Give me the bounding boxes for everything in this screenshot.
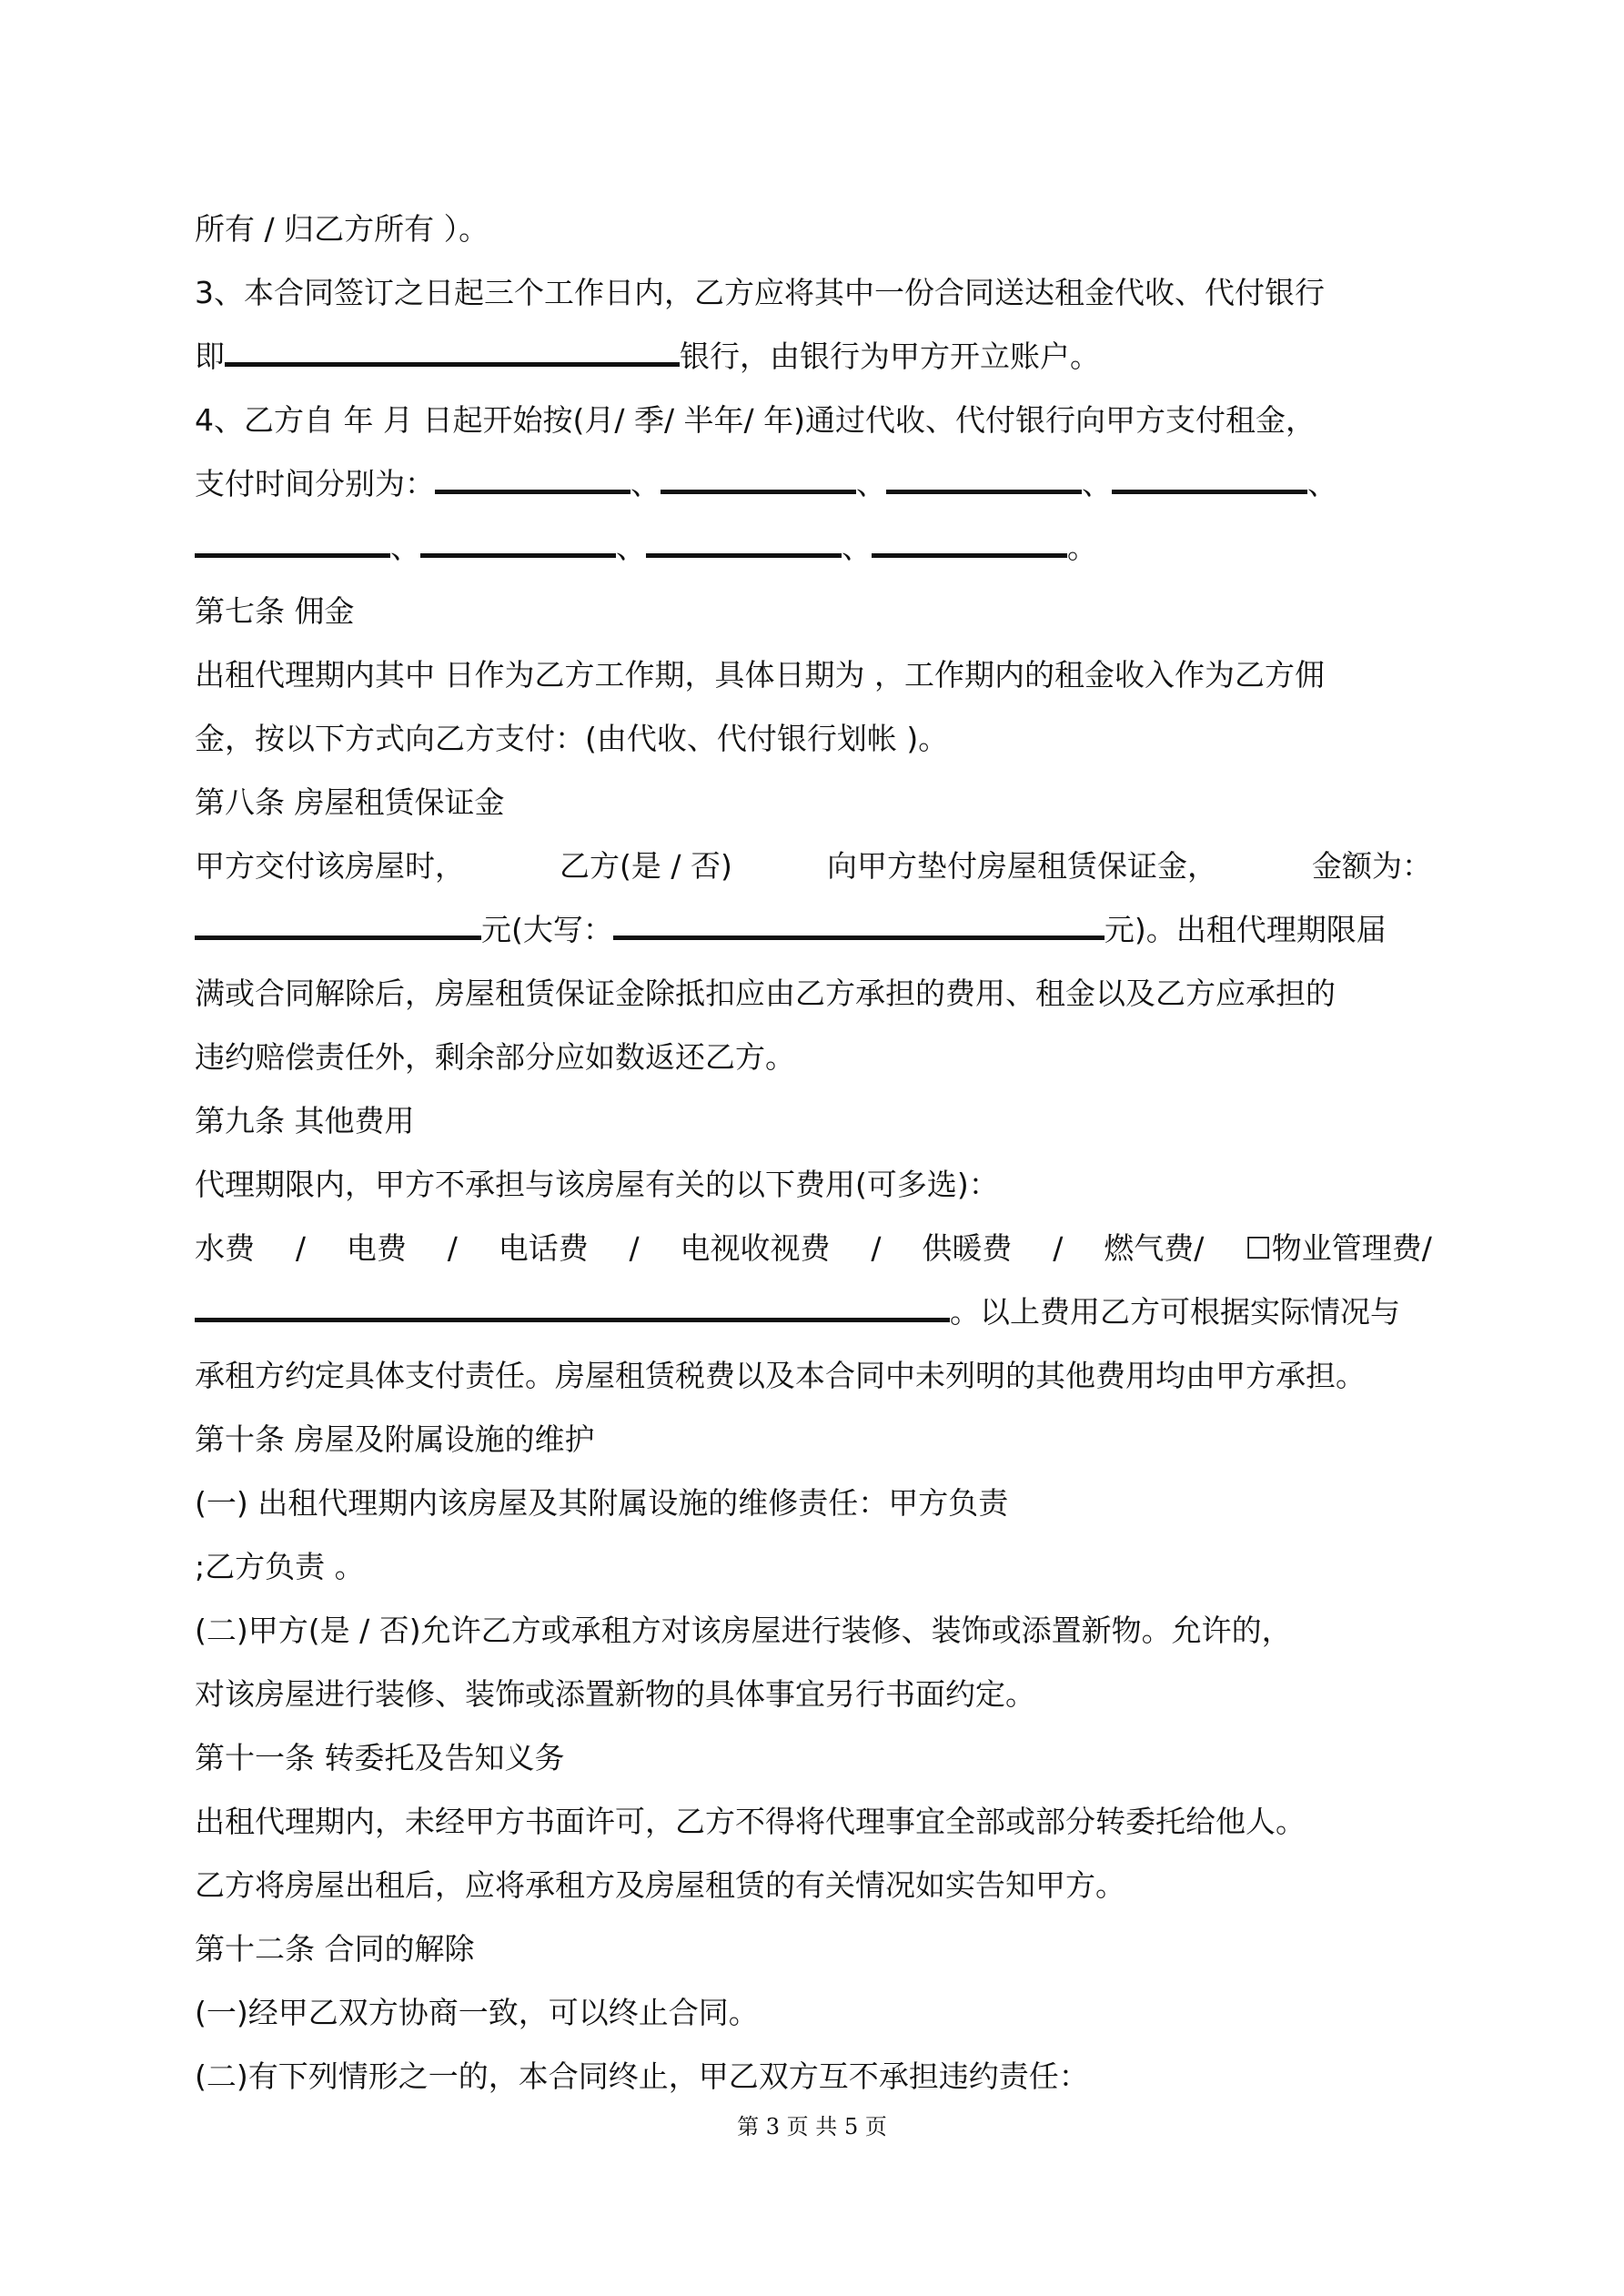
text-line-justified [195, 848, 1432, 885]
fee-tv: 电视收视费 [680, 1230, 831, 1266]
blank-line [435, 471, 630, 494]
text-fragment: 即 [195, 339, 225, 374]
article-8-heading: 第八条 房屋租赁保证金 [195, 784, 505, 820]
text-fragment: 银行，由银行为甲方开立账户。 [680, 339, 1100, 374]
text-line: (二)有下列情形之一的，本合同终止，甲乙双方互不承担违约责任： [195, 2058, 1089, 2094]
blank-line [613, 917, 1105, 940]
text-line: (一)经甲乙双方协商一致，可以终止合同。 [195, 1995, 759, 2030]
blank-line [225, 344, 680, 367]
blank-line [661, 471, 856, 494]
blank-line [886, 471, 1082, 494]
text-fragment: 乙方(是 / 否) [560, 848, 732, 884]
article-11-heading: 第十一条 转委托及告知义务 [195, 1740, 565, 1775]
text-fragment: 。以上费用乙方可根据实际情况与 [950, 1294, 1400, 1330]
separator: 、 [1082, 466, 1112, 501]
fee-water: 水费 [195, 1230, 255, 1266]
blank-line [420, 535, 616, 558]
blank-line [646, 535, 842, 558]
text-line: 出租代理期内其中 日作为乙方工作期，具体日期为 ，工作期内的租金收入作为乙方佣 [195, 657, 1325, 693]
article-9-heading: 第九条 其他费用 [195, 1103, 415, 1138]
text-line-bank [195, 339, 1100, 375]
text-line: 所有 / 归乙方所有 ）。 [195, 211, 489, 247]
text-line: 代理期限内，甲方不承担与该房屋有关的以下费用(可多选)： [195, 1167, 999, 1202]
text-fragment: 甲方交付该房屋时， [195, 848, 465, 884]
text-line: 承租方约定具体支付责任。房屋租赁税费以及本合同中未列明的其他费用均由甲方承担。 [195, 1358, 1366, 1393]
text-line-payment-dates-2 [195, 530, 1097, 566]
fee-telephone: 电话费 [498, 1230, 589, 1266]
separator: 、 [616, 530, 646, 565]
text-line: 违约赔偿责任外，剩余部分应如数返还乙方。 [195, 1039, 795, 1075]
article-12-heading: 第十二条 合同的解除 [195, 1931, 475, 1967]
blank-line [195, 917, 481, 940]
blank-line [195, 1300, 950, 1322]
separator: / [871, 1230, 882, 1266]
text-line: 出租代理期内，未经甲方书面许可，乙方不得将代理事宜全部或部分转委托给他人。 [195, 1804, 1306, 1839]
text-line: 3、本合同签订之日起三个工作日内，乙方应将其中一份合同送达租金代收、代付银行 [195, 275, 1325, 310]
period: 。 [1067, 530, 1097, 565]
text-line: 乙方将房屋出租后，应将承租方及房屋租赁的有关情况如实告知甲方。 [195, 1867, 1125, 1903]
text-line-payment-dates [195, 466, 1337, 502]
text-line: 4、乙方自 年 月 日起开始按(月/ 季/ 半年/ 年)通过代收、代付银行向甲方支付租金， [195, 402, 1316, 438]
blank-line [872, 535, 1067, 558]
separator: 、 [856, 466, 886, 501]
text-line: 对该房屋进行装修、装饰或添置新物的具体事宜另行书面约定。 [195, 1676, 1035, 1712]
blank-line [195, 535, 390, 558]
separator: / [1053, 1230, 1064, 1266]
article-7-heading: 第七条 佣金 [195, 593, 355, 629]
fee-options-line [195, 1230, 1432, 1267]
text-line: 金，按以下方式向乙方支付：(由代收、代付银行划帐 )。 [195, 721, 949, 756]
text-fragment: 向甲方垫付房屋租赁保证金， [826, 848, 1217, 884]
text-line: 满或合同解除后，房屋租赁保证金除抵扣应由乙方承担的费用、租金以及乙方应承担的 [195, 976, 1336, 1011]
text-line: (二)甲方(是 / 否)允许乙方或承租方对该房屋进行装修、装饰或添置新物。允许的， [195, 1613, 1292, 1648]
fee-electricity: 电费 [346, 1230, 407, 1266]
separator: 、 [842, 530, 872, 565]
text-line-other-fees [195, 1294, 1400, 1330]
separator: 、 [390, 530, 420, 565]
separator: 、 [1307, 466, 1337, 501]
text-line: (一) 出租代理期内该房屋及其附属设施的维修责任：甲方负责 [195, 1485, 1009, 1521]
blank-line [1112, 471, 1307, 494]
separator: / [629, 1230, 640, 1266]
fee-property-management: ☐物业管理费/ [1245, 1230, 1432, 1266]
text-line: ;乙方负责 。 [195, 1549, 365, 1584]
fee-gas: 燃气费/ [1104, 1230, 1205, 1266]
separator: / [295, 1230, 306, 1266]
text-fragment: 支付时间分别为： [195, 466, 435, 501]
text-fragment: 金额为： [1312, 848, 1432, 884]
article-10-heading: 第十条 房屋及附属设施的维护 [195, 1421, 595, 1457]
separator: / [447, 1230, 458, 1266]
text-fragment: 元(大写： [481, 912, 613, 947]
page-number-footer: 第 3 页 共 5 页 [737, 2114, 887, 2139]
text-line-deposit-amount [195, 912, 1387, 948]
fee-heating: 供暖费 [922, 1230, 1013, 1266]
separator: 、 [630, 466, 661, 501]
text-fragment: 元)。出租代理期限届 [1104, 912, 1387, 947]
